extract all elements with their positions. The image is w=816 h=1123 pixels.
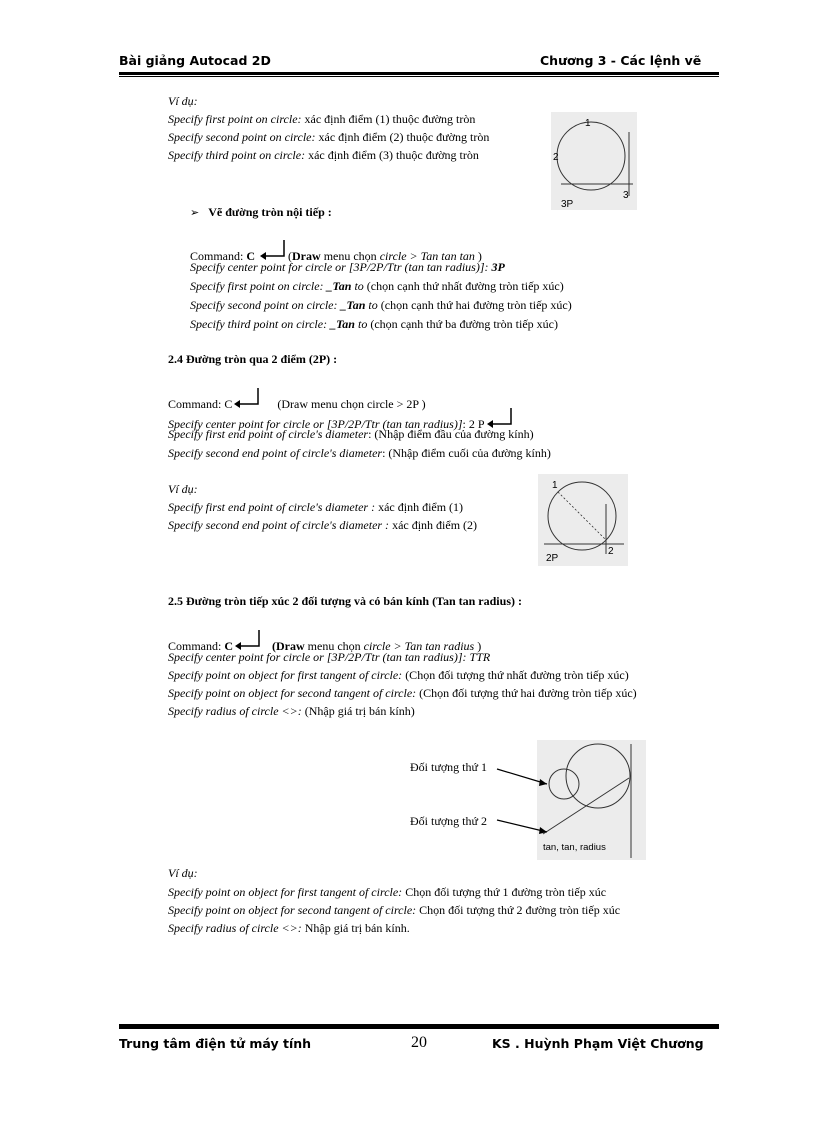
text-line: Specify point on object for second tangent of circle: Chọn đối tượng thứ 2 đường tròn tiếp xúc bbox=[168, 903, 621, 917]
text-line: Specify first end point of circle's diameter: (Nhập điểm đầu của đường kính) bbox=[168, 427, 534, 441]
circle-3p-diagram bbox=[551, 112, 637, 210]
text-line: Specify center point for circle or [3P/2P/Ttr (tan tan radius)]: TTR bbox=[168, 650, 491, 664]
text-line: Specify second end point of circle's diameter: (Nhập điểm cuối của đường kính) bbox=[168, 446, 551, 460]
footer-rule bbox=[119, 1024, 719, 1029]
figure-3p bbox=[551, 112, 637, 210]
text-line: Specify radius of circle <>: Nhập giá trị bán kính. bbox=[168, 921, 410, 935]
point-label: 1 bbox=[585, 118, 591, 129]
object-label-2: Đối tượng thứ 2 bbox=[410, 814, 488, 828]
text-line: Specify first point on circle: xác định điểm (1) thuộc đường tròn bbox=[168, 112, 476, 126]
point-label: 1 bbox=[552, 480, 558, 491]
enter-key-icon bbox=[233, 630, 263, 652]
subsection-title: ➢ Vẽ đường tròn nội tiếp : bbox=[190, 205, 332, 219]
footer-author: KS . Huỳnh Phạm Việt Chương bbox=[492, 1036, 704, 1051]
text-line: Specify second end point of circle's diameter : xác định điểm (2) bbox=[168, 518, 478, 532]
text-line: Specify third point on circle: _Tan to (chọn cạnh thứ ba đường tròn tiếp xúc) bbox=[190, 317, 558, 331]
figure-2p bbox=[538, 474, 628, 566]
figure-name: 3P bbox=[561, 199, 574, 210]
text-line: Specify second point on circle: _Tan to (chọn cạnh thứ hai đường tròn tiếp xúc) bbox=[190, 298, 572, 312]
text-line: Specify point on object for first tangent of circle: Chọn đối tượng thứ 1 đường tròn tiếp xúc bbox=[168, 885, 607, 899]
example-label: Ví dụ: bbox=[168, 866, 198, 880]
pointer-arrows bbox=[495, 760, 555, 840]
example-label: Ví dụ: bbox=[168, 94, 198, 108]
figure-name: tan, tan, radius bbox=[543, 842, 606, 853]
text-line: Specify center point for circle or [3P/2P/Ttr (tan tan radius)]: 2 P bbox=[168, 408, 515, 432]
text-line: Specify point on object for first tangent of circle: (Chọn đối tượng thứ nhất đường tròn tiếp xúc) bbox=[168, 668, 629, 682]
point-label: 2 bbox=[553, 152, 559, 163]
text-line: Specify radius of circle <>: (Nhập giá trị bán kính) bbox=[168, 704, 415, 718]
section-title-2-5: 2.5 Đường tròn tiếp xúc 2 đối tượng và có bán kính (Tan tan radius) : bbox=[168, 594, 522, 608]
footer-center-name: Trung tâm điện tử máy tính bbox=[119, 1036, 312, 1051]
text-line: Specify second point on circle: xác định điểm (2) thuộc đường tròn bbox=[168, 130, 490, 144]
text-line: Specify first end point of circle's diameter : xác định điểm (1) bbox=[168, 500, 464, 514]
header-rule bbox=[119, 72, 719, 75]
example-label: Ví dụ: bbox=[168, 482, 198, 496]
figure-name: 2P bbox=[546, 553, 559, 564]
section-title-2-4: 2.4 Đường tròn qua 2 điểm (2P) : bbox=[168, 352, 338, 366]
enter-key-icon bbox=[232, 388, 262, 410]
command-line: Command: C (Draw menu chọn circle > 2P ) bbox=[168, 388, 426, 412]
circle-2p-diagram bbox=[538, 474, 628, 566]
header-title: Bài giảng Autocad 2D bbox=[119, 53, 271, 68]
command-line: Command: C (Draw menu chọn circle > Tan tan tan ) bbox=[190, 240, 482, 264]
enter-key-icon bbox=[258, 240, 288, 262]
header-rule-thin bbox=[119, 76, 719, 77]
header-chapter: Chương 3 - Các lệnh vẽ bbox=[540, 53, 702, 68]
text-line: Specify center point for circle or [3P/2P/Ttr (tan tan radius)]: 3P bbox=[190, 260, 505, 274]
text-line: Specify first point on circle: _Tan to (chọn cạnh thứ nhất đường tròn tiếp xúc) bbox=[190, 279, 564, 293]
point-label: 2 bbox=[608, 546, 614, 557]
text-line: Specify point on object for second tangent of circle: (Chọn đối tượng thứ hai đường tròn tiếp xúc) bbox=[168, 686, 637, 700]
text-line: Specify third point on circle: xác định điểm (3) thuộc đường tròn bbox=[168, 148, 479, 162]
page-number: 20 bbox=[411, 1034, 427, 1051]
point-label: 3 bbox=[623, 190, 629, 201]
object-label-1: Đối tượng thứ 1 bbox=[410, 760, 488, 774]
command-line: Command: C (Draw menu chọn circle > Tan tan radius ) bbox=[168, 630, 481, 654]
